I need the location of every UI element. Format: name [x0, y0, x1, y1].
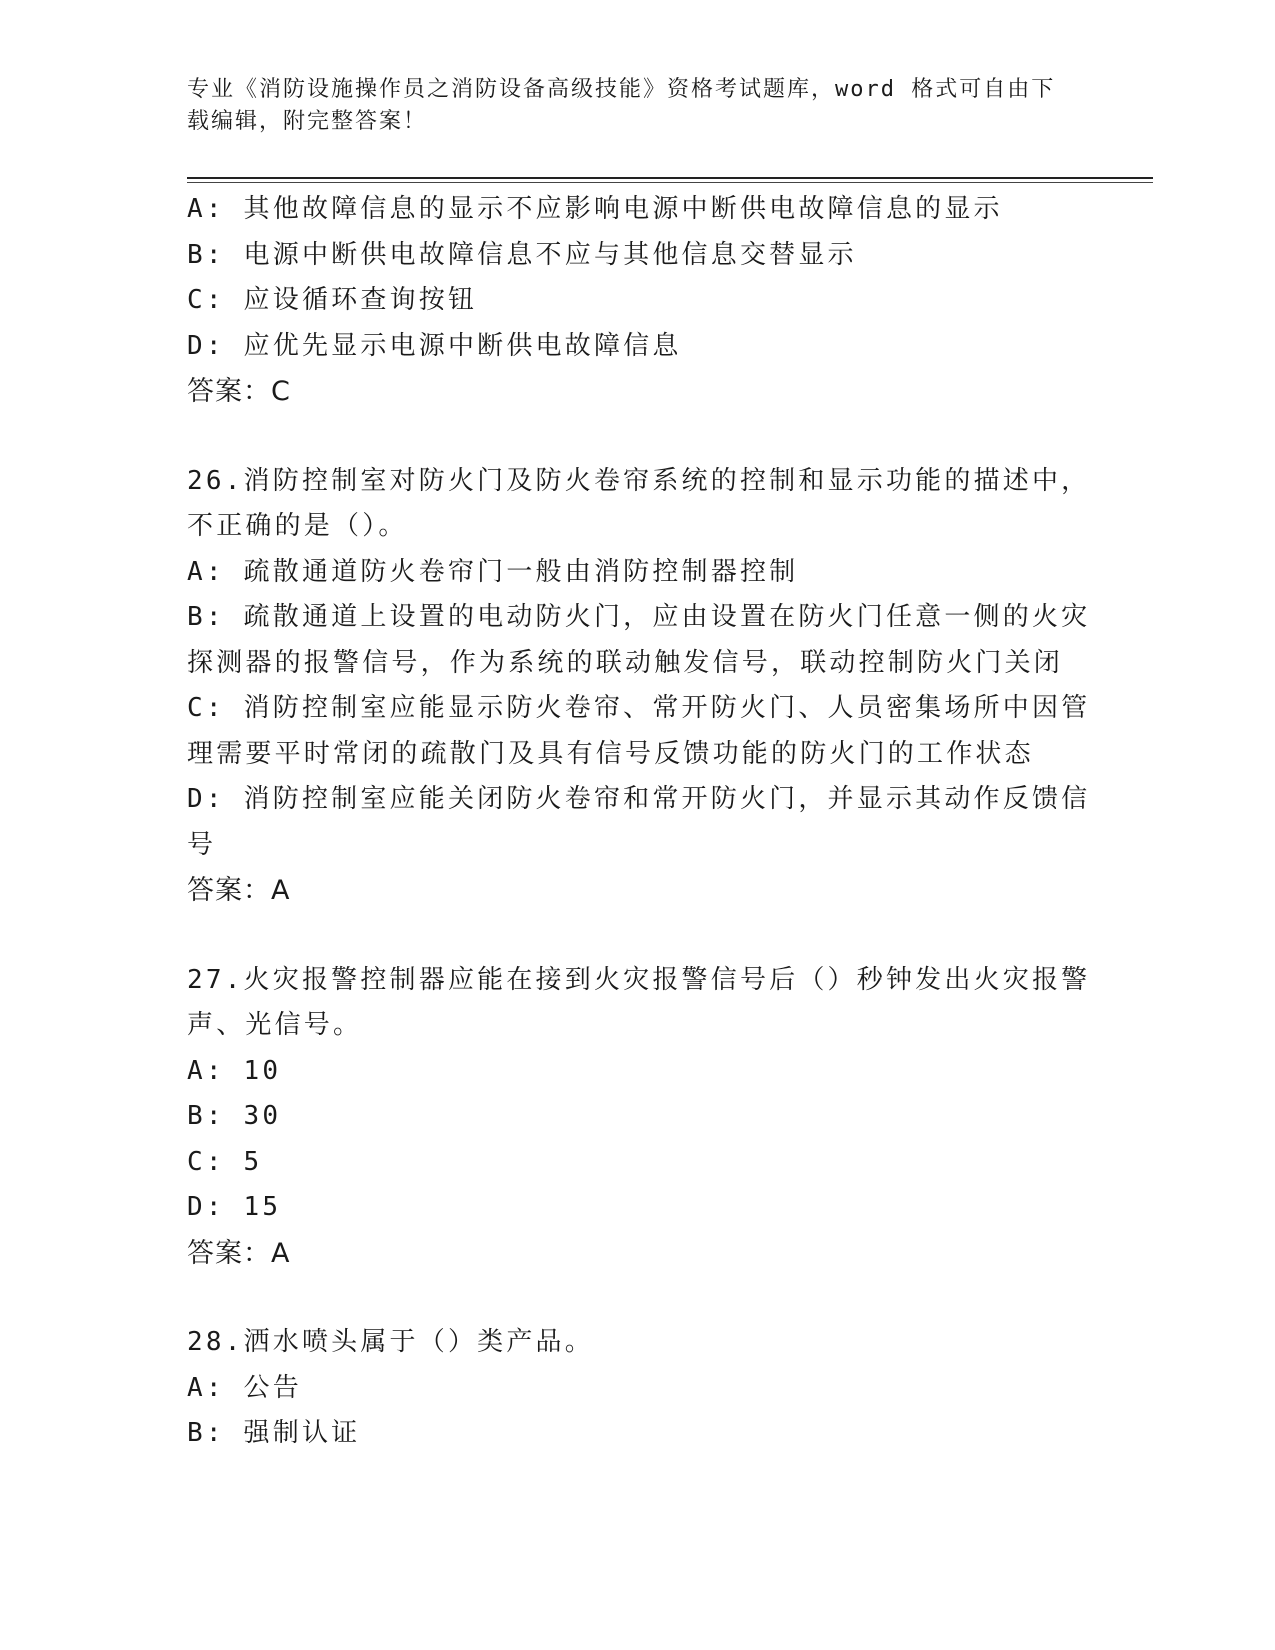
header-divider-thick [187, 177, 1153, 179]
option-d-continued: 号 [187, 829, 217, 860]
option-b: B: 30 [187, 1101, 282, 1131]
answer: 答案：A [187, 875, 291, 906]
question-27 [187, 958, 1091, 1277]
question-25 [187, 187, 1087, 415]
option-c-continued: 理需要平时常闭的疏散门及具有信号反馈功能的防火门的工作状态 [187, 738, 1034, 769]
spacer [187, 1276, 1087, 1320]
spacer [187, 415, 1087, 459]
header-divider-thin [187, 182, 1153, 183]
option-b: B: 电源中断供电故障信息不应与其他信息交替显示 [187, 239, 857, 270]
question-stem-continued: 不正确的是（）。 [187, 511, 408, 541]
question-stem: 26.消防控制室对防火门及防火卷帘系统的控制和显示功能的描述中， [187, 465, 1091, 496]
question-stem: 27.火灾报警控制器应能在接到火灾报警信号后（）秒钟发出火灾报警 [187, 964, 1091, 995]
option-b: B: 疏散通道上设置的电动防火门，应由设置在防火门任意一侧的火灾 [187, 602, 1091, 632]
question-28 [187, 1320, 1087, 1457]
question-list [187, 187, 1091, 1457]
spacer [187, 914, 1087, 958]
option-a: A: 其他故障信息的显示不应影响电源中断供电故障信息的显示 [187, 194, 1003, 224]
option-a: A: 公告 [187, 1372, 302, 1403]
option-d: D: 消防控制室应能关闭防火卷帘和常开防火门，并显示其动作反馈信 [187, 784, 1091, 814]
header-line-1: 专业《消防设施操作员之消防设备高级技能》资格考试题库，word 格式可自由下 [187, 77, 1056, 102]
answer: 答案：A [187, 1237, 291, 1269]
option-a: A: 10 [187, 1055, 282, 1086]
answer: 答案：C [187, 376, 291, 407]
option-c: C: 消防控制室应能显示防火卷帘、常开防火门、人员密集场所中因管 [187, 693, 1091, 723]
question-stem-continued: 声、光信号。 [187, 1010, 363, 1040]
option-d: D: 15 [187, 1192, 282, 1222]
option-b: B: 强制认证 [187, 1418, 361, 1448]
option-c: C: 应设循环查询按钮 [187, 285, 478, 315]
option-c: C: 5 [187, 1146, 263, 1177]
option-d: D: 应优先显示电源中断供电故障信息 [187, 330, 682, 361]
document-header [187, 74, 1067, 138]
header-line-2: 载编辑，附完整答案！ [187, 109, 428, 134]
question-stem: 28.洒水喷头属于（）类产品。 [187, 1327, 594, 1357]
question-26 [187, 459, 1091, 914]
option-a: A: 疏散通道防火卷帘门一般由消防控制器控制 [187, 556, 799, 587]
option-b-continued: 探测器的报警信号，作为系统的联动触发信号，联动控制防火门关闭 [187, 647, 1064, 678]
